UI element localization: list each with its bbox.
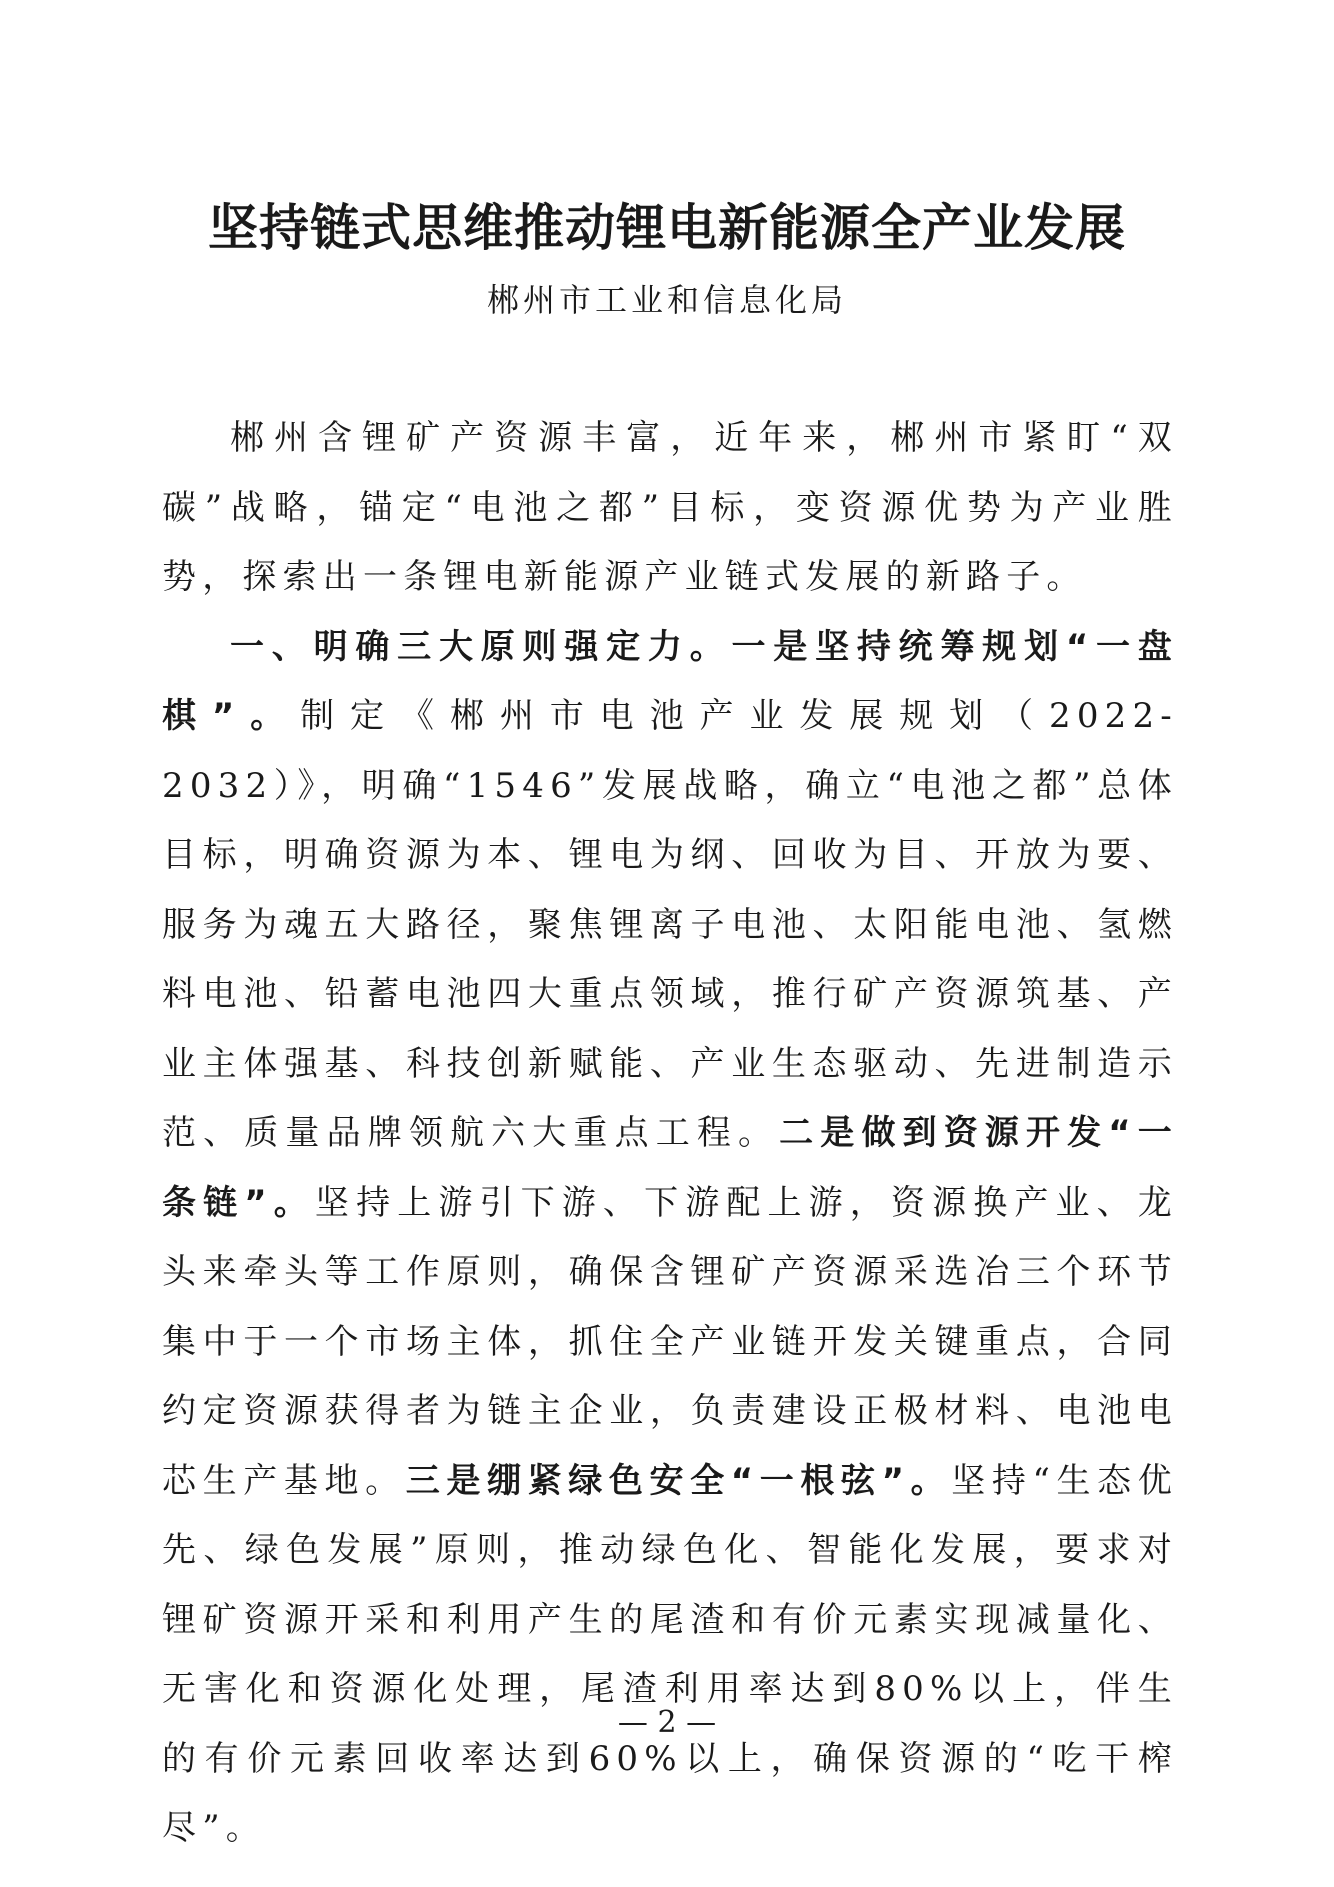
point1-heading: 一是坚持统筹规划“一盘棋”。 (162, 626, 1178, 736)
document-body (162, 404, 1178, 1864)
point3-heading: 三是绷紧绿色安全“一根弦”。 (405, 1460, 952, 1501)
point2-heading: 二是做到资源开发“一条链”。 (162, 1113, 1178, 1223)
point3-text: 坚持“生态优先、绿色发展”原则，推动绿色化、智能化发展，要求对锂矿资源开采和利用产生的尾渣和有价元素实现减量化、无害化和资源化处理，尾渣利用率达到80%以上，伴生的有价元素回收率达到60%以上，确保资源的“吃干榨尽”。 (162, 1460, 1178, 1848)
section1-heading: 一、明确三大原则强定力。 (230, 626, 732, 667)
document-author: 郴州市工业和信息化局 (486, 281, 847, 319)
intro-paragraph: 郴州含锂矿产资源丰富，近年来，郴州市紧盯“双碳”战略，锚定“电池之都”目标，变资源优势为产业胜势，探索出一条锂电新能源产业链式发展的新路子。 (162, 418, 1178, 597)
point2-text: 坚持上游引下游、下游配上游，资源换产业、龙头来牵头等工作原则，确保含锂矿产资源采选冶三个环节集中于一个市场主体，抓住全产业链开发关键重点，合同约定资源获得者为链主企业，负责建设正极材料、电池电芯生产基地。 (162, 1182, 1178, 1501)
point1-text: 制定《郴州市电池产业发展规划（2022-2032）》，明确“1546”发展战略，确立“电池之都”总体目标，明确资源为本、锂电为纲、回收为目、开放为要、服务为魂五大路径，聚焦锂离子电池、太阳能电池、氢燃料电池、铅蓄电池四大重点领域，推行矿产资源筑基、产业主体强基、科技创新赋能、产业生态驱动、先进制造示范、质量品牌领航六大重点工程。 (162, 696, 1178, 1153)
document-title: 坚持链式思维推动锂电新能源全产业发展 (208, 199, 1126, 257)
page-number: — 2 — (617, 1705, 717, 1740)
section1-paragraph (162, 613, 1178, 1864)
